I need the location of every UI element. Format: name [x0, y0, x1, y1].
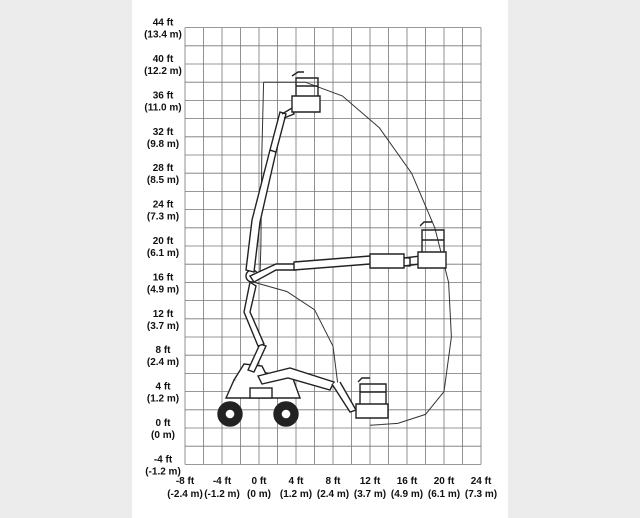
platform-top: [292, 96, 320, 112]
riser-horizontal: [250, 264, 296, 282]
y-tick-label-m: (3.7 m): [146, 320, 180, 332]
x-tick-label-m: (3.7 m): [353, 489, 387, 500]
y-tick-label-ft: 36 ft: [152, 90, 174, 102]
platform-horizontal: [418, 252, 446, 268]
mid-riser: [244, 282, 264, 346]
y-tick-label-ft: 16 ft: [152, 272, 174, 284]
x-tick-label-ft: 12 ft: [359, 476, 381, 487]
counterweight: [250, 388, 272, 398]
x-tick-label-ft: -8 ft: [175, 476, 195, 487]
boom-horizontal-sleeve: [370, 254, 404, 268]
y-tick-label-m: (0 m): [151, 430, 175, 441]
x-tick-label-m: (7.3 m): [464, 489, 498, 500]
grid: [185, 28, 481, 465]
y-tick-label-m: (2.4 m): [146, 357, 180, 369]
y-tick-label-ft: 20 ft: [152, 236, 174, 247]
y-tick-label-m: (9.8 m): [146, 138, 180, 150]
y-tick-label-ft: 12 ft: [152, 308, 174, 320]
front-wheel-hub: [281, 409, 291, 419]
x-axis-labels: [167, 476, 497, 500]
y-tick-label-ft: 0 ft: [155, 418, 171, 429]
y-tick-label-m: (-1.2 m): [145, 466, 181, 478]
platform-top-cap: [292, 72, 304, 76]
x-tick-label-ft: 0 ft: [251, 476, 267, 487]
y-tick-label-m: (8.5 m): [146, 175, 180, 187]
y-tick-label-m: (1.2 m): [146, 393, 180, 405]
jib-stowed: [332, 382, 356, 412]
x-tick-label-ft: 16 ft: [396, 476, 418, 487]
x-tick-label-ft: 4 ft: [288, 476, 304, 487]
x-tick-label-m: (6.1 m): [427, 489, 461, 500]
x-tick-label-m: (-1.2 m): [204, 489, 240, 500]
y-tick-label-ft: 28 ft: [152, 163, 174, 175]
platform-horizontal-cap: [420, 222, 432, 226]
y-tick-label-ft: 4 ft: [155, 381, 171, 393]
y-tick-label-m: (12.2 m): [144, 66, 182, 77]
x-tick-label-ft: 8 ft: [325, 476, 341, 487]
y-tick-label-m: (13.4 m): [144, 29, 182, 41]
y-tick-label-ft: 24 ft: [152, 199, 174, 211]
y-tick-label-ft: -4 ft: [153, 454, 173, 466]
y-tick-label-m: (7.3 m): [146, 211, 180, 223]
x-tick-label-m: (0 m): [247, 489, 271, 500]
x-tick-label-ft: 20 ft: [433, 476, 455, 487]
upper-boom-tip: [270, 112, 286, 152]
x-tick-label-m: (4.9 m): [390, 489, 424, 500]
rear-wheel-hub: [225, 409, 235, 419]
x-tick-label-ft: 24 ft: [470, 476, 492, 487]
y-tick-label-m: (6.1 m): [146, 248, 180, 259]
y-tick-label-m: (11.0 m): [144, 102, 182, 114]
y-tick-label-ft: 8 ft: [155, 345, 171, 357]
x-tick-label-m: (-2.4 m): [167, 489, 203, 500]
lift-machine-max-height: [244, 72, 320, 372]
y-tick-label-ft: 32 ft: [152, 126, 174, 138]
y-tick-label-m: (4.9 m): [146, 284, 180, 296]
lift-machine-horizontal: [250, 222, 446, 282]
y-tick-label-ft: 40 ft: [152, 54, 174, 65]
x-tick-label-ft: -4 ft: [212, 476, 232, 487]
y-tick-label-ft: 44 ft: [152, 17, 174, 29]
platform-stowed-cap: [358, 378, 370, 382]
platform-stowed-rail: [360, 384, 386, 404]
platform-stowed: [356, 404, 388, 418]
y-axis-labels: [144, 18, 182, 478]
x-tick-label-m: (1.2 m): [279, 489, 313, 500]
x-tick-label-m: (2.4 m): [316, 489, 350, 500]
